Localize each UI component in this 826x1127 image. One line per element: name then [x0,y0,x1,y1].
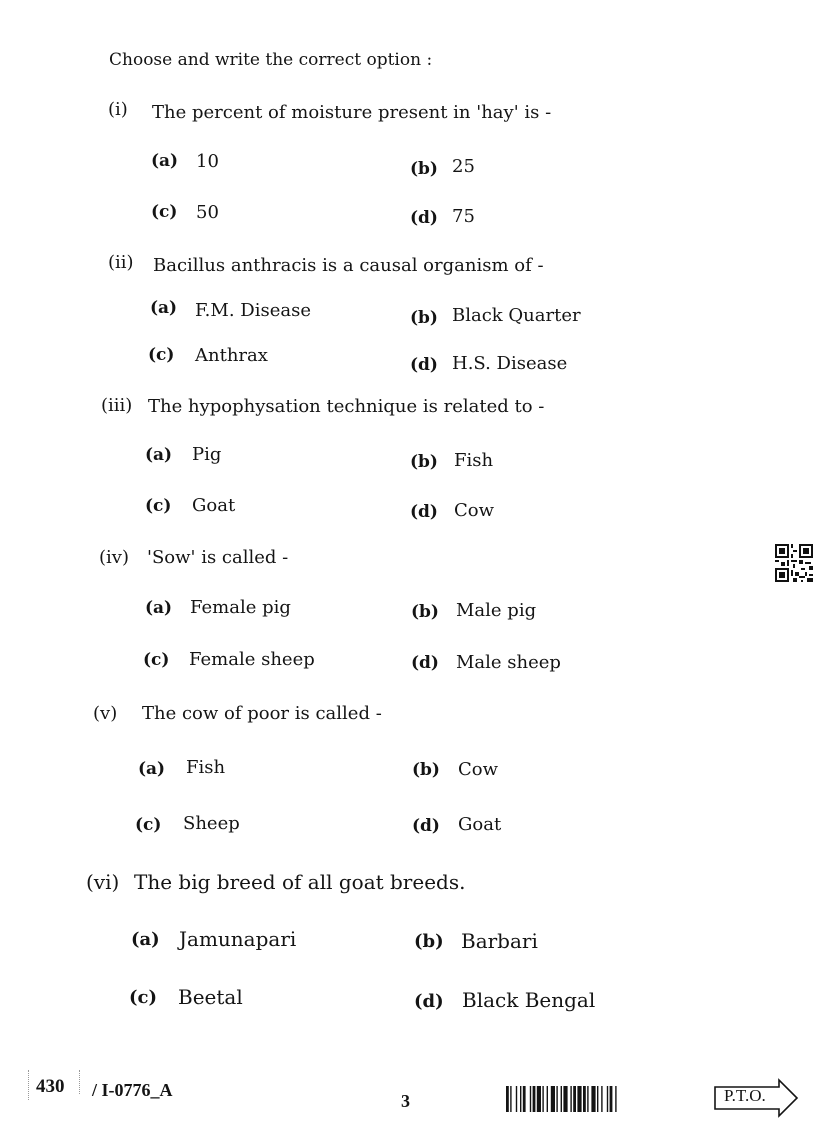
question-number: (i) [108,99,128,120]
option-label: (d) [410,502,438,522]
option-text: Cow [454,500,495,521]
divider [28,1070,30,1100]
option-text: Male sheep [456,652,561,673]
question-text: The big breed of all goat breeds. [134,870,466,894]
option-text: Male pig [456,600,537,621]
option-text: 75 [452,206,475,227]
question-number: (ii) [108,252,134,273]
option-text: Fish [186,757,226,778]
option-text: Goat [458,814,502,835]
option-text: Black Quarter [452,305,581,326]
option-label: (a) [145,445,173,465]
option-text: Female pig [190,597,291,618]
question-number: (iv) [99,547,129,568]
question-text: Bacillus anthracis is a causal organism of - [153,255,544,276]
option-label: (c) [145,496,172,516]
option-label: (a) [145,598,173,618]
option-label: (b) [412,760,440,780]
option-label: (d) [414,991,444,1012]
barcode-icon [506,1086,696,1112]
option-text: Sheep [183,813,240,834]
option-text: Cow [458,759,499,780]
option-text: Barbari [461,929,538,953]
option-label: (d) [412,816,440,836]
option-text: 25 [452,156,475,177]
question-text: The percent of moisture present in 'hay' is - [152,102,552,123]
option-label: (b) [410,452,438,472]
option-text: F.M. Disease [195,300,311,321]
option-label: (a) [150,298,178,318]
instruction-text: Choose and write the correct option : [109,50,433,70]
option-label: (c) [148,345,175,365]
paper-id: / I-0776_A [92,1080,173,1100]
question-text: The cow of poor is called - [142,703,382,724]
question-number: (iii) [101,395,133,416]
option-label: (a) [131,929,160,950]
option-text: Anthrax [195,345,268,366]
option-label: (d) [410,355,438,375]
option-text: Beetal [178,985,243,1009]
option-label: (b) [414,931,444,952]
option-label: (a) [138,759,166,779]
option-text: Fish [454,450,494,471]
qr-code-icon [775,544,813,582]
option-label: (b) [410,308,438,328]
divider [79,1070,81,1094]
page-number: 3 [401,1091,410,1111]
option-text: Pig [192,444,222,465]
option-text: Goat [192,495,236,516]
question-number: (vi) [86,870,120,894]
option-label: (d) [410,208,438,228]
option-label: (c) [135,815,162,835]
option-text: Black Bengal [462,988,596,1012]
option-text: H.S. Disease [452,353,568,374]
option-label: (c) [143,650,170,670]
question-number: (v) [93,703,118,724]
question-text: The hypophysation technique is related to - [148,396,545,417]
option-text: Female sheep [189,649,315,670]
option-label: (b) [410,159,438,179]
option-text: 50 [196,202,219,223]
option-text: Jamunapari [179,927,297,951]
question-text: 'Sow' is called - [147,547,289,568]
paper-code-number: 430 [36,1076,65,1097]
option-text: 10 [196,151,219,172]
option-label: (d) [411,653,439,673]
pto-marker [713,1078,799,1118]
option-label: (a) [151,151,179,171]
option-label: (c) [129,987,157,1008]
option-label: (c) [151,202,178,222]
option-label: (b) [411,602,439,622]
pto-text: P.T.O. [724,1086,766,1105]
